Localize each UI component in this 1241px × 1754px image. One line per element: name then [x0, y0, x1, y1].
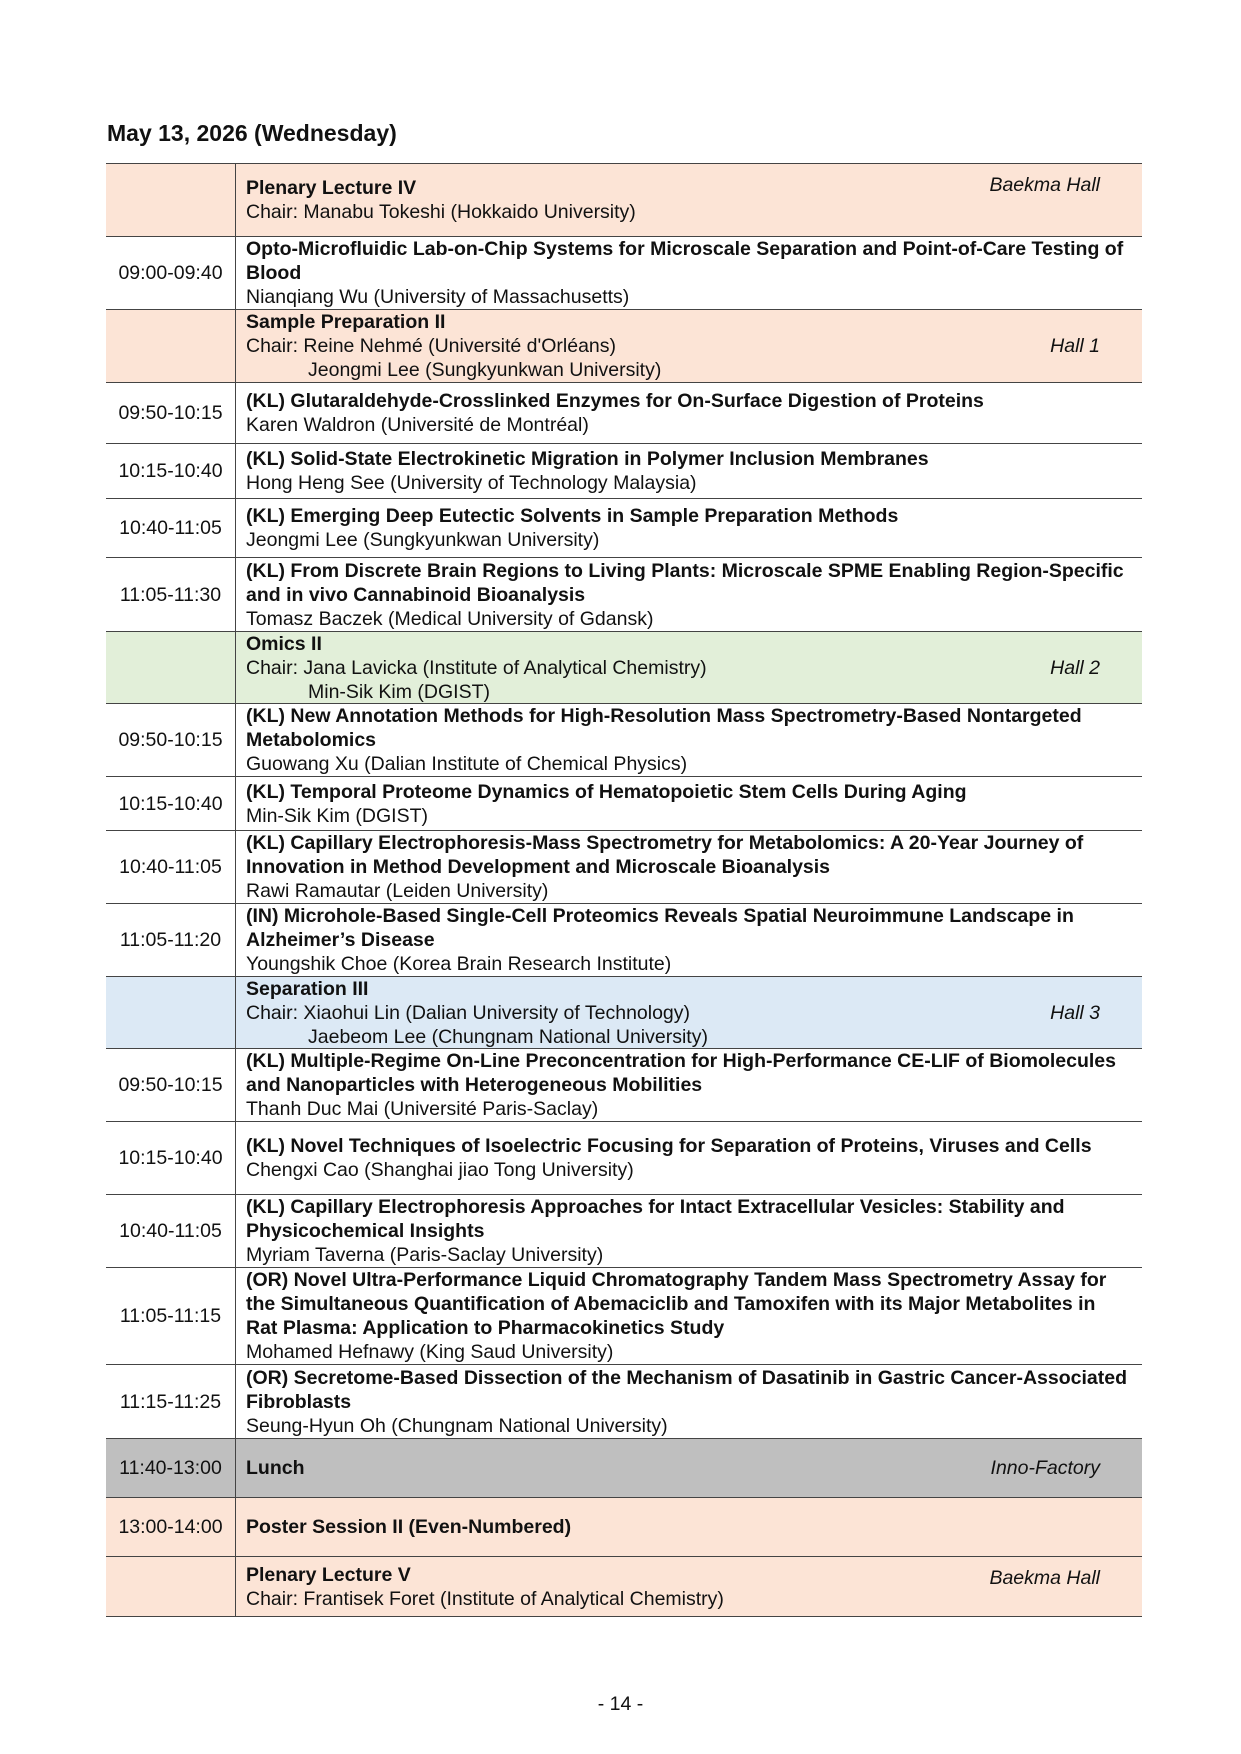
- content-cell: [236, 1195, 1143, 1268]
- content-cell: [236, 558, 1143, 632]
- speaker: Nianqiang Wu (University of Massachusetts): [246, 286, 630, 308]
- session-title: Separation III: [246, 977, 369, 1000]
- session-title: Omics II: [246, 632, 322, 655]
- content-box: [246, 310, 1132, 382]
- talk-title: (KL) Glutaraldehyde-Crosslinked Enzymes for On-Surface Digestion of Proteins: [246, 390, 984, 412]
- talk-row: [106, 444, 1142, 499]
- time-cell: 09:50-10:15: [106, 383, 236, 444]
- content-box: [246, 1195, 1132, 1267]
- talk-title: (IN) Microhole-Based Single-Cell Proteomics Reveals Spatial Neuroimmune Landscape in Alzheimer’s Disease: [246, 905, 1074, 951]
- speaker: Min-Sik Kim (DGIST): [246, 804, 428, 827]
- talk-title: (KL) Capillary Electrophoresis Approaches for Intact Extracellular Vesicles: Stability and Physicochemical Insights: [246, 1196, 1065, 1242]
- speaker: Youngshik Choe (Korea Brain Research Institute): [246, 953, 672, 975]
- time-cell: 11:40-13:00: [106, 1439, 236, 1498]
- time-cell: 09:00-09:40: [106, 237, 236, 310]
- content-box: [246, 558, 1132, 631]
- hall-label: Baekma Hall: [989, 1567, 1100, 1589]
- time-cell: 13:00-14:00: [106, 1498, 236, 1557]
- speaker: Mohamed Hefnawy (King Saud University): [246, 1341, 614, 1363]
- session-header-row: [106, 310, 1142, 383]
- content-box: [246, 1049, 1132, 1121]
- hall-label: Hall 2: [1050, 656, 1100, 679]
- talk-row: [106, 904, 1142, 977]
- time-cell: [106, 310, 236, 383]
- content-box: [246, 1365, 1132, 1438]
- time-cell: 11:05-11:20: [106, 904, 236, 977]
- content-cell: [236, 831, 1143, 904]
- content-cell: [236, 632, 1143, 704]
- talk-row: [106, 704, 1142, 777]
- chair: Chair: Xiaohui Lin (Dalian University of Technology): [246, 1001, 691, 1024]
- content-cell: [236, 1268, 1143, 1365]
- chair: Chair: Frantisek Foret (Institute of Analytical Chemistry): [246, 1587, 724, 1610]
- content-box: [246, 237, 1132, 309]
- session-title: Sample Preparation II: [246, 311, 446, 333]
- hall-label: Hall 1: [1050, 335, 1100, 357]
- speaker: Chengxi Cao (Shanghai jiao Tong University): [246, 1159, 634, 1181]
- day-title: May 13, 2026 (Wednesday): [107, 120, 397, 146]
- speaker: Jeongmi Lee (Sungkyunkwan University): [246, 529, 600, 551]
- talk-title: (OR) Novel Ultra-Performance Liquid Chromatography Tandem Mass Spectrometry Assay for the Simultaneous Quantification of Abemaciclib and Tamoxifen with its Major Metabolites in Rat Plasma: Application to Pharmacokinetics Study: [246, 1269, 1107, 1339]
- time-cell: [106, 977, 236, 1049]
- content-cell: [236, 444, 1143, 499]
- content-cell: [236, 237, 1143, 310]
- talk-row: [106, 237, 1142, 310]
- schedule-table: [106, 163, 1142, 1617]
- content-box: [246, 1122, 1132, 1194]
- time-cell: 10:40-11:05: [106, 1195, 236, 1268]
- session-title: Poster Session II (Even-Numbered): [246, 1516, 572, 1538]
- time-cell: 10:15-10:40: [106, 444, 236, 499]
- hall-label: Hall 3: [1050, 1001, 1100, 1024]
- co-chair: Jeongmi Lee (Sungkyunkwan University): [308, 359, 662, 381]
- talk-row: [106, 383, 1142, 444]
- content-cell: [236, 1365, 1143, 1439]
- content-cell: [236, 1439, 1143, 1498]
- talk-title: Opto-Microfluidic Lab-on-Chip Systems for Microscale Separation and Point-of-Care Testing of Blood: [246, 238, 1124, 284]
- content-cell: [236, 904, 1143, 977]
- speaker: Tomasz Baczek (Medical University of Gdansk): [246, 607, 654, 630]
- session-header-row: [106, 1557, 1142, 1617]
- time-cell: 11:15-11:25: [106, 1365, 236, 1439]
- time-cell: 11:05-11:15: [106, 1268, 236, 1365]
- speaker: Seung-Hyun Oh (Chungnam National University): [246, 1414, 668, 1437]
- content-cell: [236, 1049, 1143, 1122]
- time-cell: 10:40-11:05: [106, 831, 236, 904]
- content-box: [246, 1268, 1132, 1364]
- content-cell: [236, 977, 1143, 1049]
- session-title: Lunch: [246, 1457, 305, 1479]
- content-box: [246, 904, 1132, 976]
- session-header-row: [106, 632, 1142, 704]
- time-cell: 09:50-10:15: [106, 704, 236, 777]
- event-row: [106, 1439, 1142, 1498]
- chair: Chair: Reine Nehmé (Université d'Orléans): [246, 335, 617, 357]
- co-chair: Jaebeom Lee (Chungnam National University): [308, 1025, 708, 1048]
- time-cell: 11:05-11:30: [106, 558, 236, 632]
- talk-row: [106, 499, 1142, 558]
- talk-title: (KL) Solid-State Electrokinetic Migration in Polymer Inclusion Membranes: [246, 448, 929, 470]
- talk-title: (KL) New Annotation Methods for High-Resolution Mass Spectrometry-Based Nontargeted Metabolomics: [246, 705, 1082, 751]
- content-cell: [236, 777, 1143, 831]
- time-cell: 10:15-10:40: [106, 1122, 236, 1195]
- page-number: - 14 -: [597, 1693, 644, 1715]
- content-cell: [236, 310, 1143, 383]
- talk-title: (KL) Emerging Deep Eutectic Solvents in Sample Preparation Methods: [246, 505, 899, 527]
- session-title: Plenary Lecture V: [246, 1563, 411, 1586]
- session-header-row: [106, 977, 1142, 1049]
- content-box: [246, 977, 1132, 1048]
- time-cell: [106, 1557, 236, 1617]
- talk-title: (OR) Secretome-Based Dissection of the Mechanism of Dasatinib in Gastric Cancer-Associated Fibroblasts: [246, 1366, 1127, 1413]
- talk-row: [106, 558, 1142, 632]
- speaker: Myriam Taverna (Paris-Saclay University): [246, 1244, 604, 1266]
- event-row: [106, 1498, 1142, 1557]
- content-cell: [236, 1122, 1143, 1195]
- talk-row: [106, 1195, 1142, 1268]
- speaker: Thanh Duc Mai (Université Paris-Saclay): [246, 1098, 599, 1120]
- content-cell: [236, 1557, 1143, 1617]
- content-box: [246, 1557, 1132, 1616]
- speaker: Guowang Xu (Dalian Institute of Chemical Physics): [246, 753, 688, 775]
- session-header-row: [106, 164, 1142, 237]
- talk-row: [106, 1049, 1142, 1122]
- talk-row: [106, 1268, 1142, 1365]
- content-box: [246, 1439, 1132, 1497]
- time-cell: 10:15-10:40: [106, 777, 236, 831]
- talk-title: (KL) From Discrete Brain Regions to Living Plants: Microscale SPME Enabling Region-Specific and in vivo Cannabinoid Bioanalysis: [246, 559, 1124, 606]
- talk-title: (KL) Capillary Electrophoresis-Mass Spectrometry for Metabolomics: A 20-Year Journey of Innovation in Method Development and Microscale Bioanalysis: [246, 832, 1084, 878]
- time-cell: [106, 164, 236, 237]
- content-box: [246, 444, 1132, 498]
- content-cell: [236, 383, 1143, 444]
- hall-label: Baekma Hall: [989, 174, 1100, 196]
- time-cell: [106, 632, 236, 704]
- talk-title: (KL) Multiple-Regime On-Line Preconcentration for High-Performance CE-LIF of Biomolecules and Nanoparticles with Heterogeneous Mobilities: [246, 1050, 1116, 1096]
- content-box: [246, 777, 1132, 830]
- talk-row: [106, 777, 1142, 831]
- content-cell: [236, 164, 1143, 237]
- talk-row: [106, 831, 1142, 904]
- talk-row: [106, 1122, 1142, 1195]
- co-chair: Min-Sik Kim (DGIST): [308, 680, 490, 703]
- content-cell: [236, 1498, 1143, 1557]
- content-box: [246, 831, 1132, 903]
- session-title: Plenary Lecture IV: [246, 177, 417, 199]
- talk-row: [106, 1365, 1142, 1439]
- chair: Chair: Manabu Tokeshi (Hokkaido University): [246, 201, 636, 223]
- talk-title: (KL) Temporal Proteome Dynamics of Hematopoietic Stem Cells During Aging: [246, 780, 967, 803]
- speaker: Hong Heng See (University of Technology Malaysia): [246, 472, 697, 494]
- speaker: Karen Waldron (Université de Montréal): [246, 414, 589, 436]
- content-cell: [236, 499, 1143, 558]
- time-cell: 10:40-11:05: [106, 499, 236, 558]
- content-box: [246, 632, 1132, 703]
- content-box: [246, 1498, 1132, 1556]
- talk-title: (KL) Novel Techniques of Isoelectric Focusing for Separation of Proteins, Viruses and Cells: [246, 1135, 1092, 1157]
- content-box: [246, 164, 1132, 236]
- speaker: Rawi Ramautar (Leiden University): [246, 880, 549, 902]
- content-box: [246, 499, 1132, 557]
- content-box: [246, 704, 1132, 776]
- hall-label: Inno-Factory: [990, 1457, 1100, 1479]
- chair: Chair: Jana Lavicka (Institute of Analytical Chemistry): [246, 656, 707, 679]
- time-cell: 09:50-10:15: [106, 1049, 236, 1122]
- content-cell: [236, 704, 1143, 777]
- schedule-body: [106, 164, 1142, 1617]
- content-box: [246, 383, 1132, 443]
